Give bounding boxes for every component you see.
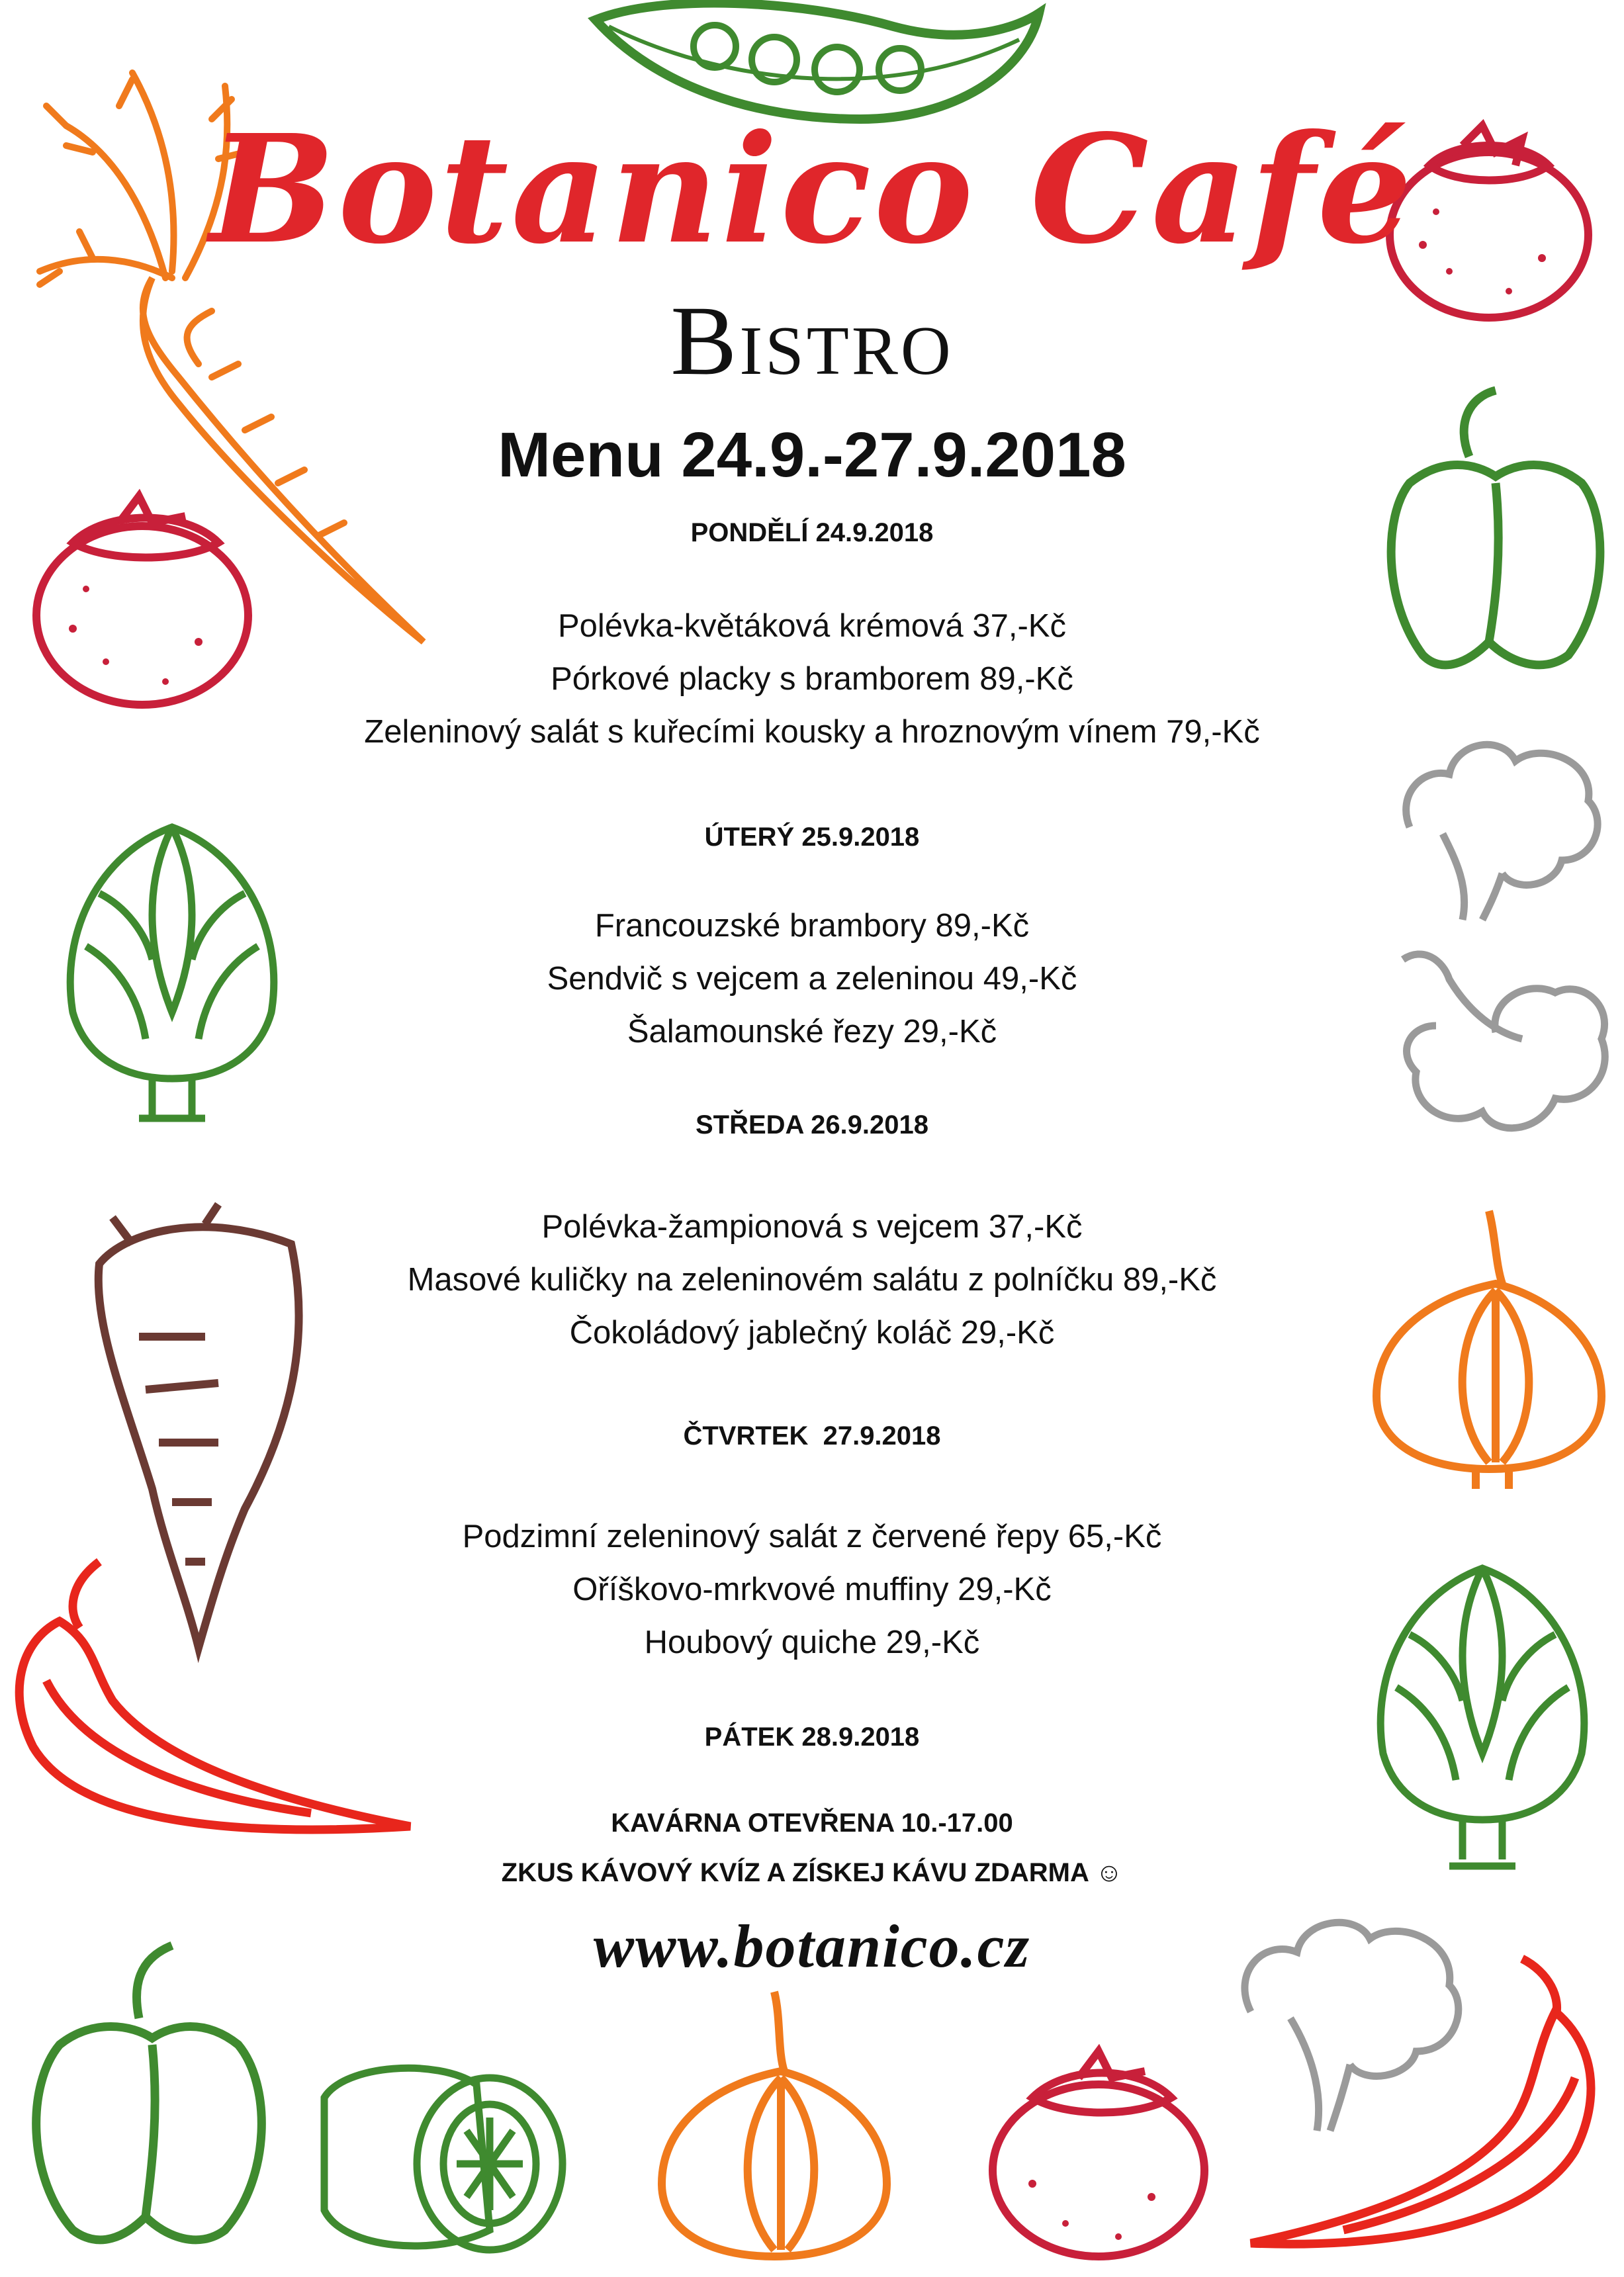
- day-heading-monday: PONDĚLÍ 24.9.2018: [690, 518, 934, 547]
- website-link[interactable]: www.botanico.cz: [593, 1912, 1031, 1980]
- dish-item: Oříškovo-mrkvové muffiny 29,-Kč: [572, 1572, 1052, 1607]
- onion-icon: [649, 1979, 900, 2270]
- chili-pepper-icon: [1244, 1945, 1615, 2276]
- day-heading-wednesday: STŘEDA 26.9.2018: [695, 1110, 929, 1139]
- dish-item: Šalamounské řezy 29,-Kč: [627, 1014, 997, 1049]
- cafe-hours-note: KAVÁRNA OTEVŘENA 10.-17.00: [611, 1808, 1013, 1838]
- coffee-quiz-note: ZKUS KÁVOVÝ KVÍZ A ZÍSKEJ KÁVU ZDARMA ☺: [501, 1858, 1123, 1887]
- dish-item: Zeleninový salát s kuřecími kousky a hroznovým vínem 79,-Kč: [364, 714, 1260, 750]
- dish-item: Podzimní zeleninový salát z červené řepy 65,-Kč: [462, 1519, 1162, 1554]
- day-heading-thursday: ČTVRTEK 27.9.2018: [683, 1421, 941, 1451]
- dish-item: Houbový quiche 29,-Kč: [644, 1625, 980, 1660]
- bell-pepper-icon: [20, 1939, 285, 2256]
- dish-item: Masové kuličky na zeleninovém salátu z polníčku 89,-Kč: [407, 1262, 1217, 1298]
- dish-item: Čokoládový jablečný koláč 29,-Kč: [569, 1315, 1055, 1351]
- day-heading-tuesday: ÚTERÝ 25.9.2018: [704, 823, 920, 852]
- dish-item: Sendvič s vejcem a zeleninou 49,-Kč: [547, 961, 1077, 997]
- dish-item: Polévka-květáková krémová 37,-Kč: [558, 608, 1066, 644]
- cucumber-icon: [304, 2045, 582, 2263]
- dish-item: Francouzské brambory 89,-Kč: [594, 908, 1030, 944]
- dish-item: Polévka-žampionová s vejcem 37,-Kč: [541, 1209, 1083, 1245]
- bistro-subtitle: Bistro: [670, 286, 954, 396]
- logo-title: Botanico Café: [209, 103, 1415, 277]
- menu-title: Menu 24.9.-27.9.2018: [498, 420, 1126, 490]
- dish-item: Pórkové placky s bramborem 89,-Kč: [551, 661, 1073, 697]
- day-heading-friday: PÁTEK 28.9.2018: [704, 1722, 920, 1752]
- tomato-icon: [979, 2038, 1218, 2263]
